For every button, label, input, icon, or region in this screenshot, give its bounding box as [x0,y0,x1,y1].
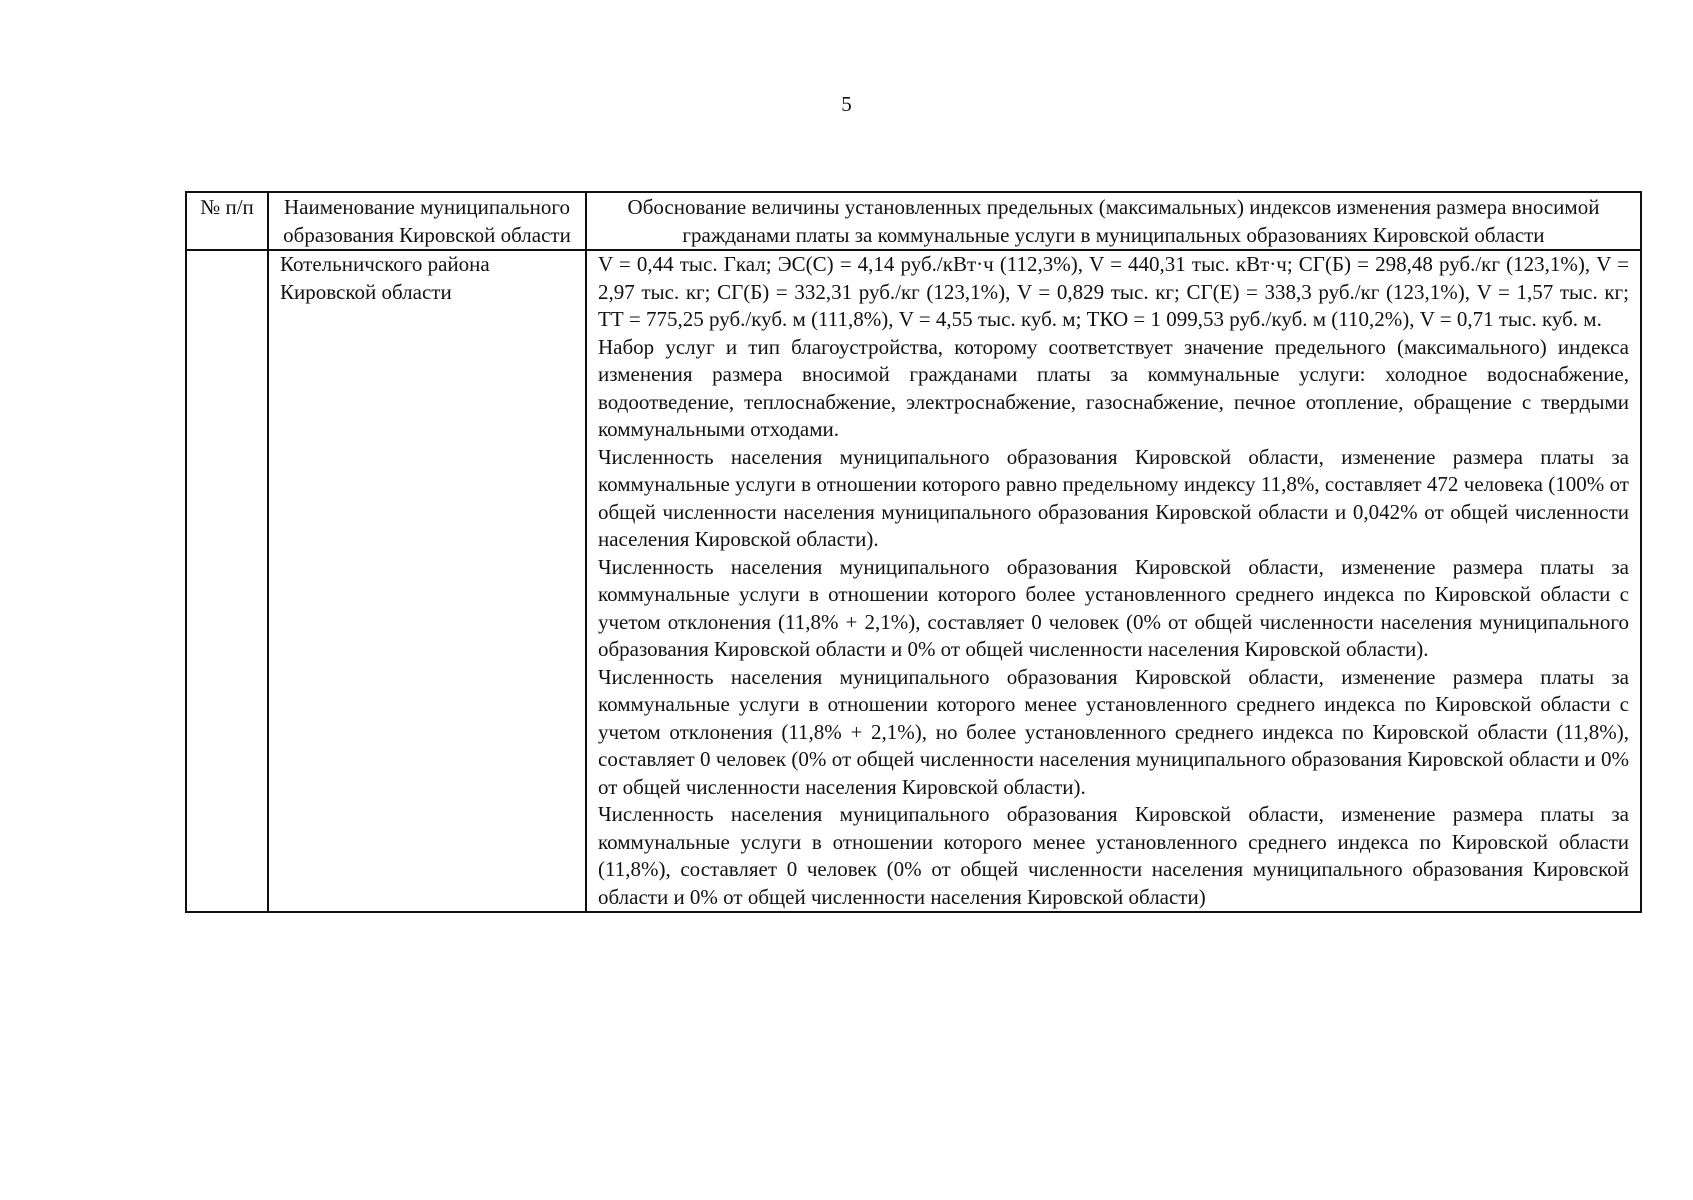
header-row [186,192,1641,250]
tariff-index-table [185,191,1642,913]
justification-paragraph-tariffs: V = 0,44 тыс. Гкал; ЭС(С) = 4,14 руб./кВт·ч (112,3%), V = 440,31 тыс. кВт·ч; СГ(Б) = 298,48 руб./кг (123,1%), V = 2,97 тыс. кг; СГ(Б) = 332,31 руб./кг (123,1%), V = 0,829 тыс. кг; СГ(Е) = 338,3 руб./кг (123,1%), V = 1,57 тыс. кг; ТТ = 775,25 руб./куб. м (111,8%), V = 4,55 тыс. куб. м; ТКО = 1 099,53 руб./куб. м (110,2%), V = 0,71 тыс. куб. м. [598,252,1629,331]
justification-paragraph-equal-index: Численность населения муниципального образования Кировской области, изменение размера платы за коммунальные услуги в отношении которого равно предельному индексу 11,8%, составляет 472 человека (100% от общей численности населения муниципального образования Кировской области и 0,042% от общей численности населения Кировской области). [598,444,1629,551]
justification-cell [586,250,1641,912]
table-row [186,250,1641,912]
table-header [186,192,1641,250]
municipality-name-cell: Котельничского района Кировской области [268,250,586,912]
justification-paragraph-above-deviation: Численность населения муниципального образования Кировской области, изменение размера платы за коммунальные услуги в отношении которого более установленного среднего индекса по Кировской области с учетом отклонения (11,8% + 2,1%), составляет 0 человек (0% от общей численности населения муниципального образования Кировской области и 0% от общей численности населения Кировской области). [598,554,1629,661]
header-name: Наименование муниципального образования Кировской области [268,192,586,250]
justification-paragraph-between-indices: Численность населения муниципального образования Кировской области, изменение размера платы за коммунальные услуги в отношении которого менее установленного среднего индекса по Кировской области с учетом отклонения (11,8% + 2,1%), но более установленного среднего индекса по Кировской области (11,8%), составляет 0 человек (0% от общей численности населения муниципального образования Кировской области и 0% от общей численности населения Кировской области). [598,664,1629,799]
table-body [186,250,1641,912]
justification-paragraph-below-average: Численность населения муниципального образования Кировской области, изменение размера платы за коммунальные услуги в отношении которого менее установленного среднего индекса по Кировской области (11,8%), составляет 0 человек (0% от общей численности населения муниципального образования Кировской области и 0% от общей численности населения Кировской области) [598,802,1629,909]
header-num: № п/п [186,192,268,250]
justification-paragraph-services: Набор услуг и тип благоустройства, которому соответствует значение предельного (максимального) индекса изменения размера вносимой гражданами платы за коммунальные услуги: холодное водоснабжение, водоотведение, теплоснабжение, электроснабжение, газоснабжение, печное отопление, обращение с твердыми коммунальными отходами. [598,334,1629,441]
page-number: 5 [841,92,852,116]
row-num-cell [186,250,268,912]
header-justification: Обоснование величины установленных предельных (максимальных) индексов изменения размера вносимой гражданами платы за коммунальные услуги в муниципальных образованиях Кировской области [586,192,1641,250]
